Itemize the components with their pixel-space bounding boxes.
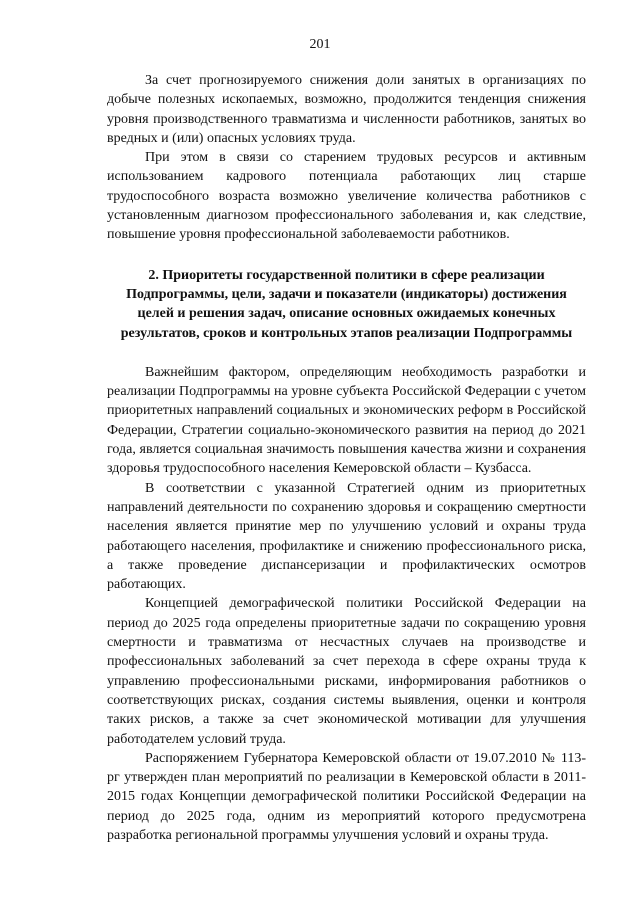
section-heading — [107, 266, 586, 343]
intro-paragraph-1: За счет прогнозируемого снижения доли занятых в организациях по добыче полезных ископаемых, возможно, продолжится тенденция снижения уровня производственного травматизма и численности работников, занятых во вредных и (или) опасных условиях труда. — [107, 73, 586, 146]
body-paragraph-1: Важнейшим фактором, определяющим необходимость разработки и реализации Подпрограммы на уровне субъекта Российской Федерации с учетом приоритетных направлений социальных и экономических реформ в Российской Федерации, Стратегии социально-экономического развития на период до 2021 года, является социальная значимость повышения качества жизни и сохранения здоровья трудоспособного населения Кемеровской области – Кузбасса. — [107, 364, 586, 477]
intro-paragraph-2: При этом в связи со старением трудовых ресурсов и активным использованием кадрового потенциала работающих лиц старше трудоспособного возраста возможно увеличение количества работников с установленным диагнозом профессионального заболевания и, как следствие, повышение уровня профессиональной заболеваемости работников. — [107, 150, 586, 243]
page-content — [107, 71, 586, 845]
section-heading-line-1: 2. Приоритеты государственной политики в сфере реализации — [148, 267, 545, 283]
section-heading-line-3: целей и решения задач, описание основных ожидаемых конечных — [137, 306, 556, 322]
page-number: 201 — [309, 37, 331, 52]
body-paragraph-3: Концепцией демографической политики Российской Федерации на период до 2025 года определены приоритетные задачи по сокращению уровня смертности и травматизма от несчастных случаев на производстве и профессиональных заболеваний за счет перехода в сфере охраны труда к управлению профессиональными рисками, информирования работников о соответствующих рисках, создания системы выявления, оценки и контроля таких рисков, а также за счет экономической мотивации для улучшения работодателем условий труда. — [107, 596, 586, 747]
body-paragraph-2: В соответствии с указанной Стратегией одним из приоритетных направлений деятельности по сохранению здоровья и сокращению смертности населения является принятие мер по улучшению условий и охраны труда работающего населения, профилактике и снижению профессионального риска, а также проведение диспансеризации и профилактических осмотров работающих. — [107, 480, 586, 593]
section-heading-line-4: результатов, сроков и контрольных этапов реализации Подпрограммы — [120, 325, 573, 341]
section-heading-line-2: Подпрограммы, цели, задачи и показатели (индикаторы) достижения — [126, 286, 567, 302]
body-paragraph-4: Распоряжением Губернатора Кемеровской области от 19.07.2010 № 113-рг утвержден план мероприятий по реализации в Кемеровской области в 2011-2015 годах Концепции демографической политики Российской Федерации на период до 2025 года, одним из мероприятий которого предусмотрена разработка региональной программы улучшения условий и охраны труда. — [107, 750, 586, 843]
